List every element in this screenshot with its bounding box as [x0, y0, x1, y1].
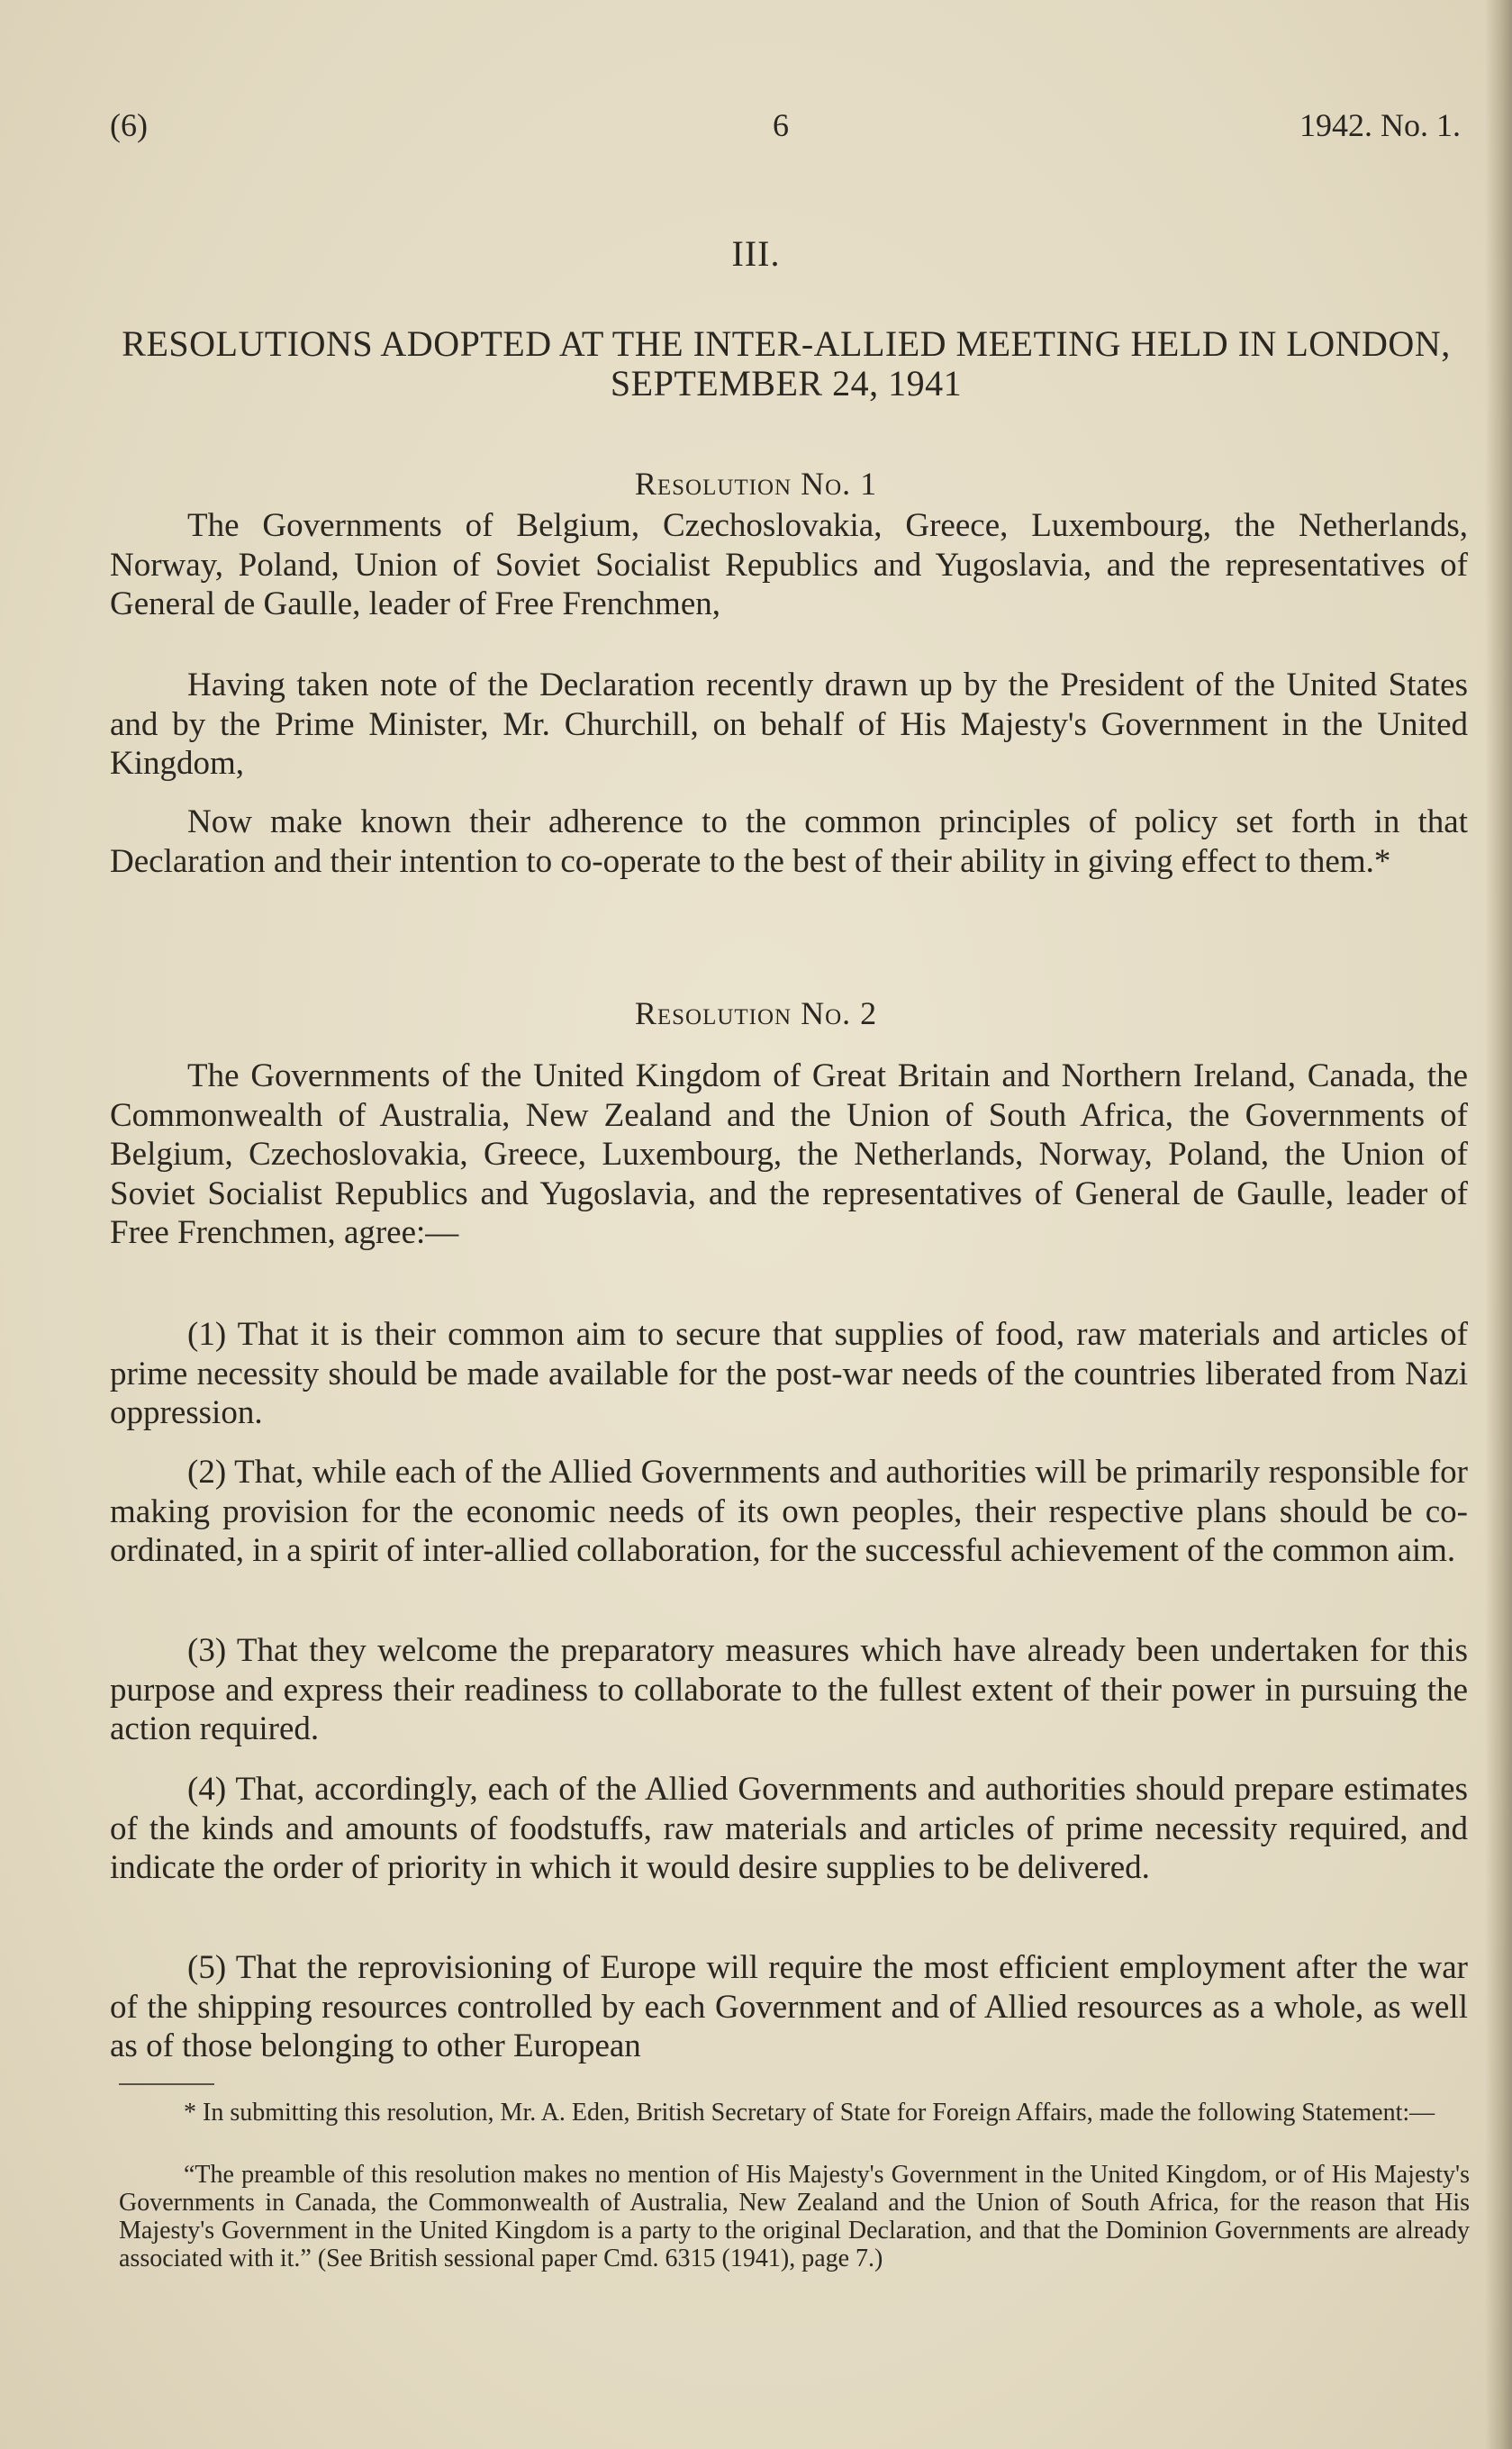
- page-edge-shadow: [1485, 0, 1512, 2449]
- footnote-intro: * In submitting this resolution, Mr. A. Eden, British Secretary of State for Foreign Affairs, made the following Statement:—: [184, 2099, 1435, 2127]
- section-number: III.: [731, 233, 781, 274]
- page-header: [110, 106, 1461, 160]
- footnote-divider: [119, 2083, 214, 2085]
- footnote-quote: “The preamble of this resolution makes no mention of His Majesty's Government in the United Kingdom, or of His Majesty's Governments in Canada, the Commonwealth of Australia, New Zealand and the Union of South Africa, for the reason that His Majesty's Government in the United Kingdom is a party to the original Declaration, and that the Dominion Governments are already associated with it.” (See British sessional paper Cmd. 6315 (1941), page 7.): [119, 2161, 1470, 2272]
- resolution-2-clause-2: (2) That, while each of the Allied Governments and authorities will be primarily responsible for making provision for the economic needs of its own peoples, their respective plans should be co-ordinated, in a spirit of inter-allied collaboration, for the successful achievement of the common aim.: [110, 1454, 1468, 1569]
- resolution-1-paragraph-3: Now make known their adherence to the common principles of policy set forth in that Declaration and their intention to co-operate to the best of their ability in giving effect to them.*: [110, 803, 1468, 880]
- resolution-2-clause-4: (4) That, accordingly, each of the Allied Governments and authorities should prepare estimates of the kinds and amounts of foodstuffs, raw materials and articles of prime necessity required, and indicate the order of priority in which it would desire supplies to be delivered.: [110, 1771, 1468, 1886]
- resolution-1-paragraph-2: Having taken note of the Declaration recently drawn up by the President of the United States and by the Prime Minister, Mr. Churchill, on behalf of His Majesty's Government in the United Kingdom,: [110, 667, 1468, 782]
- header-left: (6): [110, 107, 148, 143]
- resolution-2-clause-1: (1) That it is their common aim to secure that supplies of food, raw materials and articles of prime necessity should be made available for the post-war needs of the countries liberated from Nazi oppression.: [110, 1316, 1468, 1431]
- resolution-1-heading: Resolution No. 1: [634, 466, 878, 502]
- header-right: 1942. No. 1.: [1299, 107, 1461, 143]
- resolution-2-clause-3: (3) That they welcome the preparatory measures which have already been undertaken for this purpose and express their readiness to collaborate to the fullest extent of their power in pursuing the action required.: [110, 1632, 1468, 1747]
- page-number: 6: [773, 107, 789, 143]
- resolution-1-paragraph-1: The Governments of Belgium, Czechoslovakia, Greece, Luxembourg, the Netherlands, Norway, Poland, Union of Soviet Socialist Republics and Yugoslavia, and the representatives of General de Gaulle, leader of Free Frenchmen,: [110, 507, 1468, 622]
- resolution-2-paragraph-intro: The Governments of the United Kingdom of Great Britain and Northern Ireland, Canada, the Commonwealth of Australia, New Zealand and the Union of South Africa, the Governments of Belgium, Czechoslovakia, Greece, Luxembourg, the Netherlands, Norway, Poland, the Union of Soviet Socialist Republics and Yugoslavia, and the representatives of General de Gaulle, leader of Free Frenchmen, agree:—: [110, 1057, 1468, 1251]
- resolution-2-heading: Resolution No. 2: [634, 995, 878, 1031]
- resolution-2-clause-5: (5) That the reprovisioning of Europe will require the most efficient employment after the war of the shipping resources controlled by each Government and of Allied resources as a whole, as well as of those belonging to other European: [110, 1949, 1468, 2064]
- page-title: RESOLUTIONS ADOPTED AT THE INTER-ALLIED MEETING HELD IN LONDON, SEPTEMBER 24, 1941: [122, 323, 1451, 404]
